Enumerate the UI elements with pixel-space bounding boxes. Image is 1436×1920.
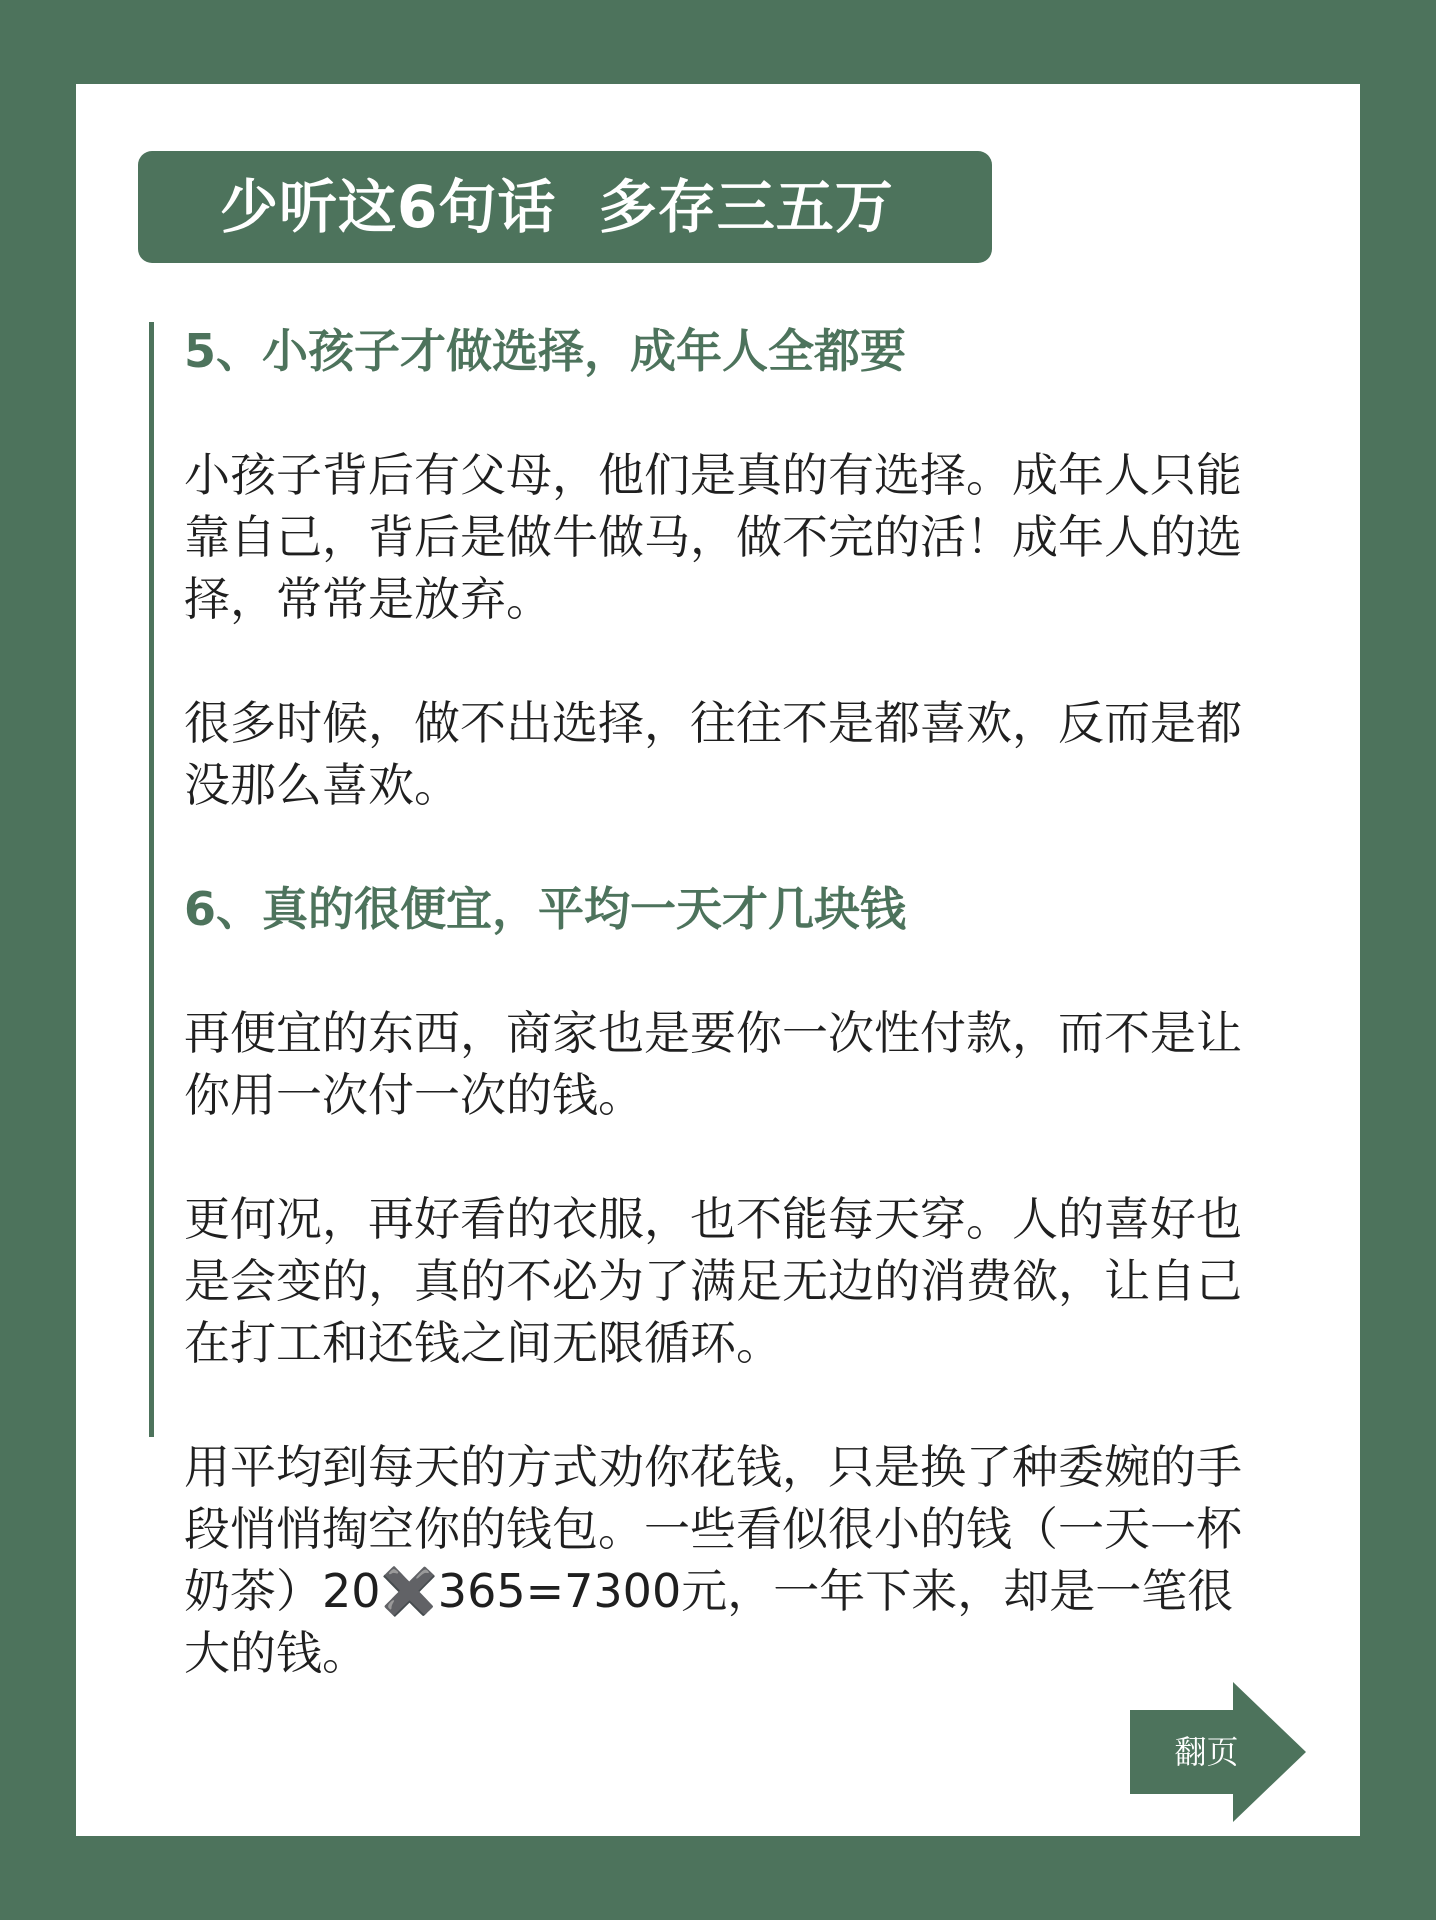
next-page-label: 翻页 xyxy=(1174,1733,1239,1771)
paragraph: 用平均到每天的方式劝你花钱，只是换了种委婉的手段悄悄掏空你的钱包。一些看似很小的钱（一天一杯奶茶）20✖️365=7300元，一年下来，却是一笔很大的钱。 xyxy=(184,1440,1242,1680)
section-heading: 6、真的很便宜，平均一天才几块钱 xyxy=(184,882,907,936)
paragraph: 更何况，再好看的衣服，也不能每天穿。人的喜好也是会变的，真的不必为了满足无边的消费欲，让自己在打工和还钱之间无限循环。 xyxy=(184,1192,1242,1370)
next-page-button[interactable] xyxy=(1130,1682,1306,1822)
paragraph: 很多时候，做不出选择，往往不是都喜欢，反而是都没那么喜欢。 xyxy=(184,696,1242,812)
article-body xyxy=(184,320,1274,1684)
paragraph: 再便宜的东西，商家也是要你一次性付款，而不是让你用一次付一次的钱。 xyxy=(184,1006,1242,1122)
accent-bar xyxy=(149,322,154,1437)
section-heading: 5、小孩子才做选择，成年人全都要 xyxy=(184,324,907,378)
paragraph: 小孩子背后有父母，他们是真的有选择。成年人只能靠自己，背后是做牛做马，做不完的活！成年人的选择，常常是放弃。 xyxy=(184,448,1242,626)
page-title: 少听这6句话 多存三五万 xyxy=(138,151,992,263)
